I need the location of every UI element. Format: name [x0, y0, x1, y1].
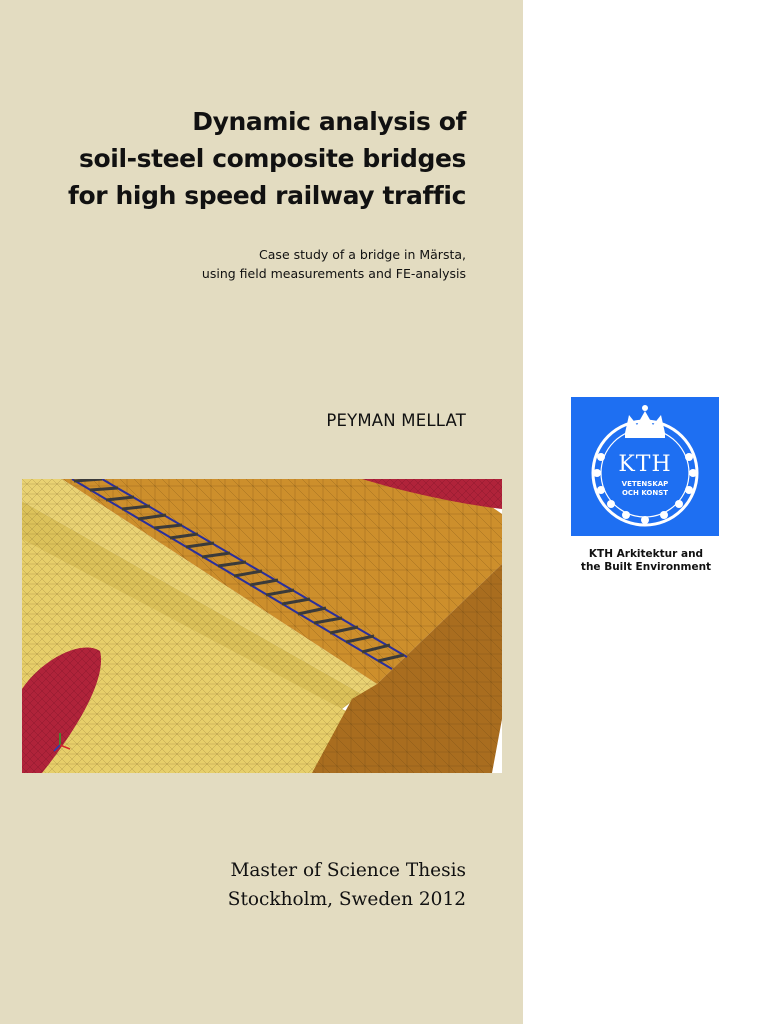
fe-model-figure [22, 479, 502, 773]
school-line: KTH Arkitektur and [588, 548, 704, 560]
thesis-place-year: Stockholm, Sweden 2012 [227, 889, 466, 910]
subtitle-line: using field measurements and FE-analysis [201, 266, 466, 281]
subtitle-line: Case study of a bridge in Märsta, [259, 247, 466, 262]
school-name [552, 548, 740, 574]
title-line: soil-steel composite bridges [79, 144, 466, 173]
kth-logo [571, 397, 719, 536]
school-line: the Built Environment [580, 561, 712, 573]
thesis-subtitle [6, 245, 466, 283]
author-name: PEYMAN MELLAT [326, 411, 466, 430]
thesis-title [6, 103, 466, 214]
logo-motto-line: VETENSKAP [621, 480, 669, 488]
thesis-type: Master of Science Thesis [230, 860, 466, 881]
thesis-info [228, 856, 466, 914]
title-line: for high speed railway traffic [68, 181, 466, 210]
crown-icon [625, 405, 665, 438]
logo-motto-line: OCH KONST [621, 489, 669, 497]
title-line: Dynamic analysis of [192, 107, 466, 136]
logo-letters: KTH [618, 452, 672, 477]
